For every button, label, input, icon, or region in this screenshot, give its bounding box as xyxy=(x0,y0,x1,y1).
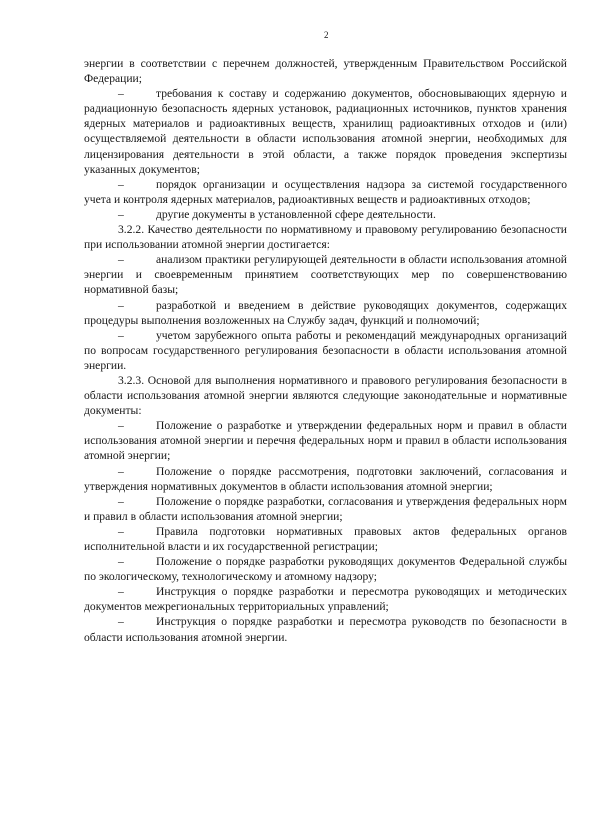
paragraph-text: порядок организации и осуществления надзора за системой государственного учета и контроля ядерных материалов, радиоактивных веществ и радиоактивных отходов; xyxy=(84,177,567,206)
list-item xyxy=(84,418,567,463)
paragraph-text: 3.2.2. Качество деятельности по нормативному и правовому регулированию безопасности при использовании атомной энергии достигается: xyxy=(84,223,567,252)
document-body xyxy=(84,56,567,645)
section-paragraph xyxy=(84,222,567,252)
paragraph-text: учетом зарубежного опыта работы и рекомендаций международных организаций по вопросам государственного регулирования безопасности в области использования атомной энергии. xyxy=(84,328,567,372)
list-dash: – xyxy=(118,177,124,191)
list-item xyxy=(84,252,567,297)
paragraph-text: Инструкция о порядке разработки и пересмотра руководств по безопасности в области использования атомной энергии. xyxy=(84,615,567,644)
list-item xyxy=(84,207,567,222)
list-item xyxy=(84,554,567,584)
list-dash: – xyxy=(118,524,124,538)
paragraph-text: 3.2.3. Основой для выполнения нормативного и правового регулирования безопасности в области использования атомной энергии являются следующие законодательные и нормативные документы: xyxy=(84,373,567,418)
list-item xyxy=(84,584,567,614)
paragraph-text: Положение о порядке разработки руководящих документов Федеральной службы по экологическому, технологическому и атомному надзору; xyxy=(84,555,567,584)
paragraph-text: Инструкция о порядке разработки и пересмотра руководящих и методических документов межрегиональных территориальных управлений; xyxy=(84,585,567,614)
paragraph-text: Положение о разработке и утверждении федеральных норм и правил в области использования атомной энергии и перечня федеральных норм и правил в области использования атомной энергии; xyxy=(84,419,567,463)
list-dash: – xyxy=(118,87,124,101)
list-item xyxy=(84,177,567,207)
paragraph-text: требования к составу и содержанию документов, обосновывающих ядерную и радиационную безопасность ядерных установок, радиационных источников, пунктов хранения ядерных материалов и радиоактивных веществ, хранилищ радиоактивных отходов и (или) осуществляемой деятельности в области использования атомной энергии, необходимых для лицензирования деятельности в этой области, а также порядок проведения экспертизы указанных документов; xyxy=(84,87,567,176)
list-item xyxy=(84,464,567,494)
list-item xyxy=(84,328,567,373)
list-dash: – xyxy=(118,555,124,569)
list-dash: – xyxy=(118,207,124,221)
paragraph-text: Положение о порядке разработки, согласования и утверждения федеральных норм и правил в области использования атомной энергии; xyxy=(84,494,567,523)
list-dash: – xyxy=(118,615,124,629)
list-dash: – xyxy=(118,464,124,478)
section-paragraph xyxy=(84,373,567,418)
paragraph xyxy=(84,56,567,86)
paragraph-text: Правила подготовки нормативных правовых актов федеральных органов исполнительной власти и их государственной регистрации; xyxy=(84,524,567,553)
list-item xyxy=(84,524,567,554)
list-item xyxy=(84,614,567,644)
list-item xyxy=(84,494,567,524)
paragraph-text: другие документы в установленной сфере деятельности. xyxy=(156,207,436,221)
list-dash: – xyxy=(118,298,124,312)
page-number: 2 xyxy=(324,30,329,40)
paragraph-text: Положение о порядке рассмотрения, подготовки заключений, согласования и утверждения нормативных документов в области использования атомной энергии; xyxy=(84,464,567,493)
list-dash: – xyxy=(118,419,124,433)
list-dash: – xyxy=(118,585,124,599)
list-item xyxy=(84,86,567,177)
paragraph-text: энергии в соответствии с перечнем должностей, утвержденным Правительством Российской Федерации; xyxy=(84,57,567,86)
paragraph-text: разработкой и введением в действие руководящих документов, содержащих процедуры выполнения возложенных на Службу задач, функций и полномочий; xyxy=(84,298,567,327)
paragraph-text: анализом практики регулирующей деятельности в области использования атомной энергии и своевременным принятием соответствующих мер по совершенствованию нормативной базы; xyxy=(84,253,567,297)
list-dash: – xyxy=(118,328,124,342)
list-dash: – xyxy=(118,253,124,267)
list-dash: – xyxy=(118,494,124,508)
list-item xyxy=(84,298,567,328)
